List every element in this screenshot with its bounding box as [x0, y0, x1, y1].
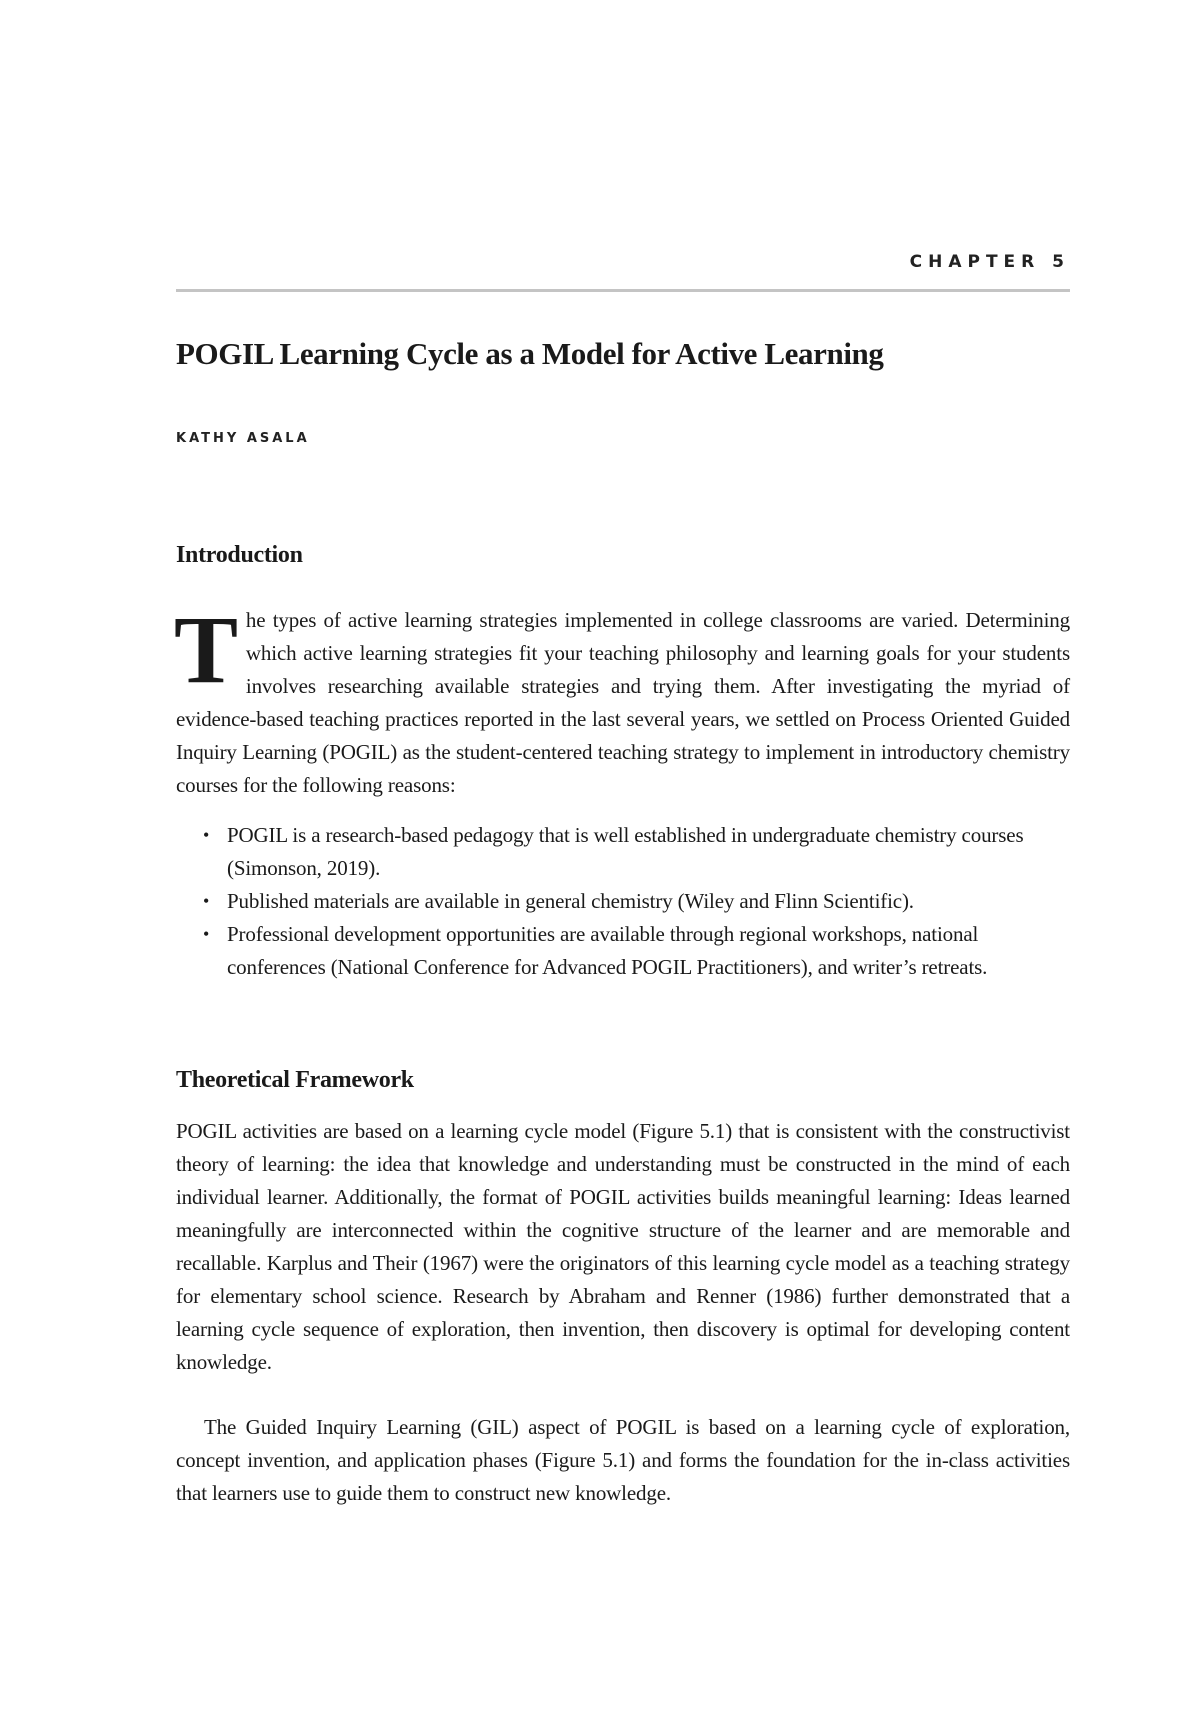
author-name: KATHY ASALA [176, 431, 310, 446]
bullet-icon: • [203, 924, 210, 944]
section-heading-introduction: Introduction [176, 542, 303, 568]
theoretical-framework-paragraph-2: The Guided Inquiry Learning (GIL) aspect of POGIL is based on a learning cycle of exploration, concept invention, and application phases (Figure 5.1) and forms the foundation for the in-class activities that learners use to guide them to construct new knowledge. [176, 1415, 1070, 1505]
list-item [176, 918, 1070, 984]
chapter-divider [176, 289, 1070, 292]
drop-cap: T [174, 596, 238, 703]
bullet-icon: • [203, 891, 210, 911]
introduction-paragraph-text: he types of active learning strategies implemented in college classrooms are varied. Determining which active learning strategies fit your teaching philosophy and learning goals for your students involves researching available strategies and trying them. After investigating the myriad of evidence-based teaching practices reported in the last several years, we settled on Process Oriented Guided Inquiry Learning (POGIL) as the student-centered teaching strategy to implement in introductory chemistry courses for the following reasons: [176, 608, 1070, 797]
chapter-label: CHAPTER 5 [909, 252, 1070, 272]
reasons-list [176, 819, 1070, 984]
chapter-title: POGIL Learning Cycle as a Model for Active Learning [176, 336, 884, 371]
list-item [176, 819, 1070, 885]
list-item [176, 885, 1070, 918]
section-heading-theoretical-framework: Theoretical Framework [176, 1067, 414, 1093]
bullet-icon: • [203, 825, 210, 845]
list-item-text: Professional development opportunities are available through regional workshops, national conferences (National Conference for Advanced POGIL Practitioners), and writer’s retreats. [227, 922, 988, 979]
list-item-text: POGIL is a research-based pedagogy that is well established in undergraduate chemistry courses (Simonson, 2019). [227, 823, 1024, 880]
introduction-paragraph [174, 596, 1070, 802]
list-item-text: Published materials are available in general chemistry (Wiley and Flinn Scientific). [227, 889, 914, 913]
theoretical-framework-paragraph-1: POGIL activities are based on a learning cycle model (Figure 5.1) that is consistent with the constructivist theory of learning: the idea that knowledge and understanding must be constructed in the mind of each individual learner. Additionally, the format of POGIL activities builds meaningful learning: Ideas learned meaningfully are interconnected within the cognitive structure of the learner and are memorable and recallable. Karplus and Their (1967) were the originators of this learning cycle model as a teaching strategy for elementary school science. Research by Abraham and Renner (1986) further demonstrated that a learning cycle sequence of exploration, then invention, then discovery is optimal for developing content knowledge. [176, 1119, 1070, 1374]
